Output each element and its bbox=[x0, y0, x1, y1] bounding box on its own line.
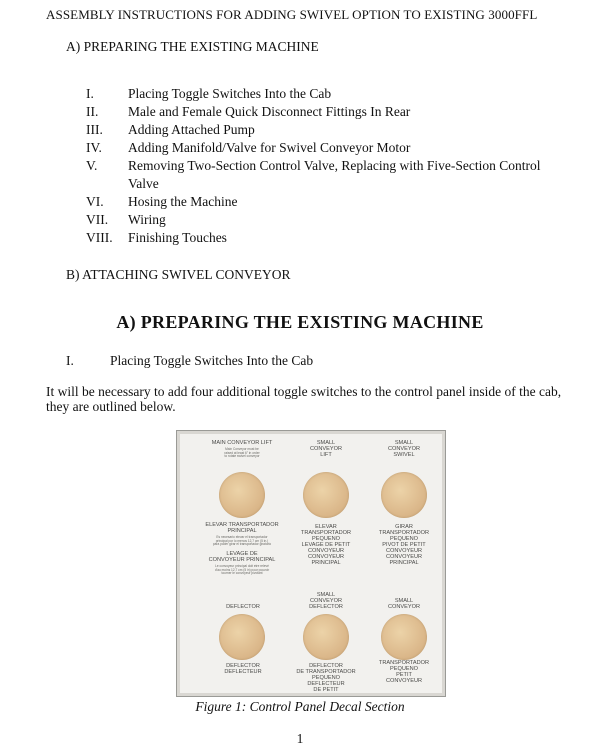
toggle-switch-deflector bbox=[219, 614, 265, 660]
decal-label-deflector: DEFLECTOR bbox=[226, 604, 260, 610]
decal-label-levage-principal: LEVAGE DE CONVOYEUR PRINCIPAL bbox=[208, 551, 276, 563]
page-number: 1 bbox=[296, 731, 304, 746]
decal-label-elevar-principal: ELEVAR TRANSPORTADOR PRINCIPAL bbox=[205, 522, 279, 534]
decal-label-small-conveyor-deflector: SMALL CONVEYOR DEFLECTOR bbox=[309, 592, 343, 610]
decal-label-main-conveyor-lift: MAIN CONVEYOR LIFT bbox=[211, 440, 273, 446]
toc-number: IV. bbox=[86, 140, 102, 155]
toc-number: I. bbox=[86, 86, 94, 101]
toggle-switch-small-swivel bbox=[381, 472, 427, 518]
toggle-switch-main-lift bbox=[219, 472, 265, 518]
body-paragraph: It will be necessary to add four additional toggle switches to the control panel inside of the cab, they are outlined below. bbox=[46, 384, 562, 414]
control-panel-decal-photo bbox=[176, 430, 446, 697]
toc-item bbox=[86, 85, 566, 103]
toc-text: Placing Toggle Switches Into the Cab bbox=[128, 86, 332, 101]
decal-label-small-conveyor: SMALL CONVEYOR bbox=[387, 598, 420, 610]
section-a-title: A) PREPARING THE EXISTING MACHINE bbox=[66, 39, 319, 54]
decal-note-elevar: Es necesario elevar el transportador principal por lo menos 12,7 cm (5 in.) para poder girar el transportador giratorio bbox=[212, 535, 272, 547]
figure-caption: Figure 1: Control Panel Decal Section bbox=[195, 699, 405, 714]
toggle-switch-small-deflector bbox=[303, 614, 349, 660]
toc-item bbox=[86, 139, 566, 157]
toc-item bbox=[86, 211, 566, 229]
decal-label-transportador-pequeno: TRANSPORTADOR PEQUENO PETIT CONVOYEUR bbox=[378, 660, 430, 684]
toc-number: VII. bbox=[86, 212, 109, 227]
toggle-switch-small-lift bbox=[303, 472, 349, 518]
decal-label-elevar-pequeno: ELEVAR TRANSPORTADOR PEQUENO LEVAGE DE PETIT CONVOYEUR CONVOYEUR PRINCIPAL bbox=[300, 524, 352, 566]
toc-item bbox=[86, 157, 566, 193]
toc-text: Wiring bbox=[128, 212, 166, 227]
toc-item bbox=[86, 229, 566, 247]
toc-text: Adding Attached Pump bbox=[128, 122, 255, 137]
toc-number: V. bbox=[86, 158, 98, 173]
table-of-contents bbox=[86, 85, 566, 247]
section-heading: A) PREPARING THE EXISTING MACHINE bbox=[116, 312, 484, 332]
toggle-switch-small-conveyor bbox=[381, 614, 427, 660]
toc-text: Finishing Touches bbox=[128, 230, 227, 245]
decal-label-deflector-transportador: DEFLECTOR DE TRANSPORTADOR PEQUENO DEFLECTEUR DE PETIT bbox=[296, 663, 356, 693]
toc-text: Hosing the Machine bbox=[128, 194, 238, 209]
toc-number: VI. bbox=[86, 194, 104, 209]
toc-item bbox=[86, 193, 566, 211]
decal-label-small-conveyor-lift: SMALL CONVEYOR LIFT bbox=[309, 440, 342, 458]
toc-number: III. bbox=[86, 122, 103, 137]
decal-label-girar-pequeno: GIRAR TRANSPORTADOR PEQUENO PIVOT DE PETIT CONVOYEUR CONVOYEUR PRINCIPAL bbox=[378, 524, 430, 566]
decal-panel bbox=[180, 434, 442, 693]
decal-note-levage: Le convoyeur principal doit etre relevé d'au moins 12,7 cm (5 in) pour pouvoir tourner le convoyeur pivotant bbox=[214, 564, 270, 576]
subsection-number: I. bbox=[66, 353, 74, 368]
toc-number: VIII. bbox=[86, 230, 113, 245]
toc-item bbox=[86, 103, 566, 121]
toc-text: Male and Female Quick Disconnect Fittings In Rear bbox=[128, 104, 411, 119]
decal-label-deflector-deflecteur: DEFLECTOR DEFLECTEUR bbox=[224, 663, 262, 675]
toc-text: Adding Manifold/Valve for Swivel Conveyor Motor bbox=[128, 140, 411, 155]
toc-item bbox=[86, 121, 566, 139]
subsection-text: Placing Toggle Switches Into the Cab bbox=[110, 353, 314, 368]
toc-text: Removing Two-Section Control Valve, Replacing with Five-Section Control Valve bbox=[128, 158, 541, 191]
subsection-title bbox=[66, 353, 313, 369]
section-b-title: B) ATTACHING SWIVEL CONVEYOR bbox=[66, 267, 291, 282]
document-title: ASSEMBLY INSTRUCTIONS FOR ADDING SWIVEL OPTION TO EXISTING 3000FFL bbox=[46, 7, 538, 22]
toc-number: II. bbox=[86, 104, 99, 119]
decal-label-small-conveyor-swivel: SMALL CONVEYOR SWIVEL bbox=[387, 440, 420, 458]
decal-note-main-conveyor: Main Conveyor must be raised at least 6" in order to rotate swivel conveyor bbox=[224, 447, 260, 459]
